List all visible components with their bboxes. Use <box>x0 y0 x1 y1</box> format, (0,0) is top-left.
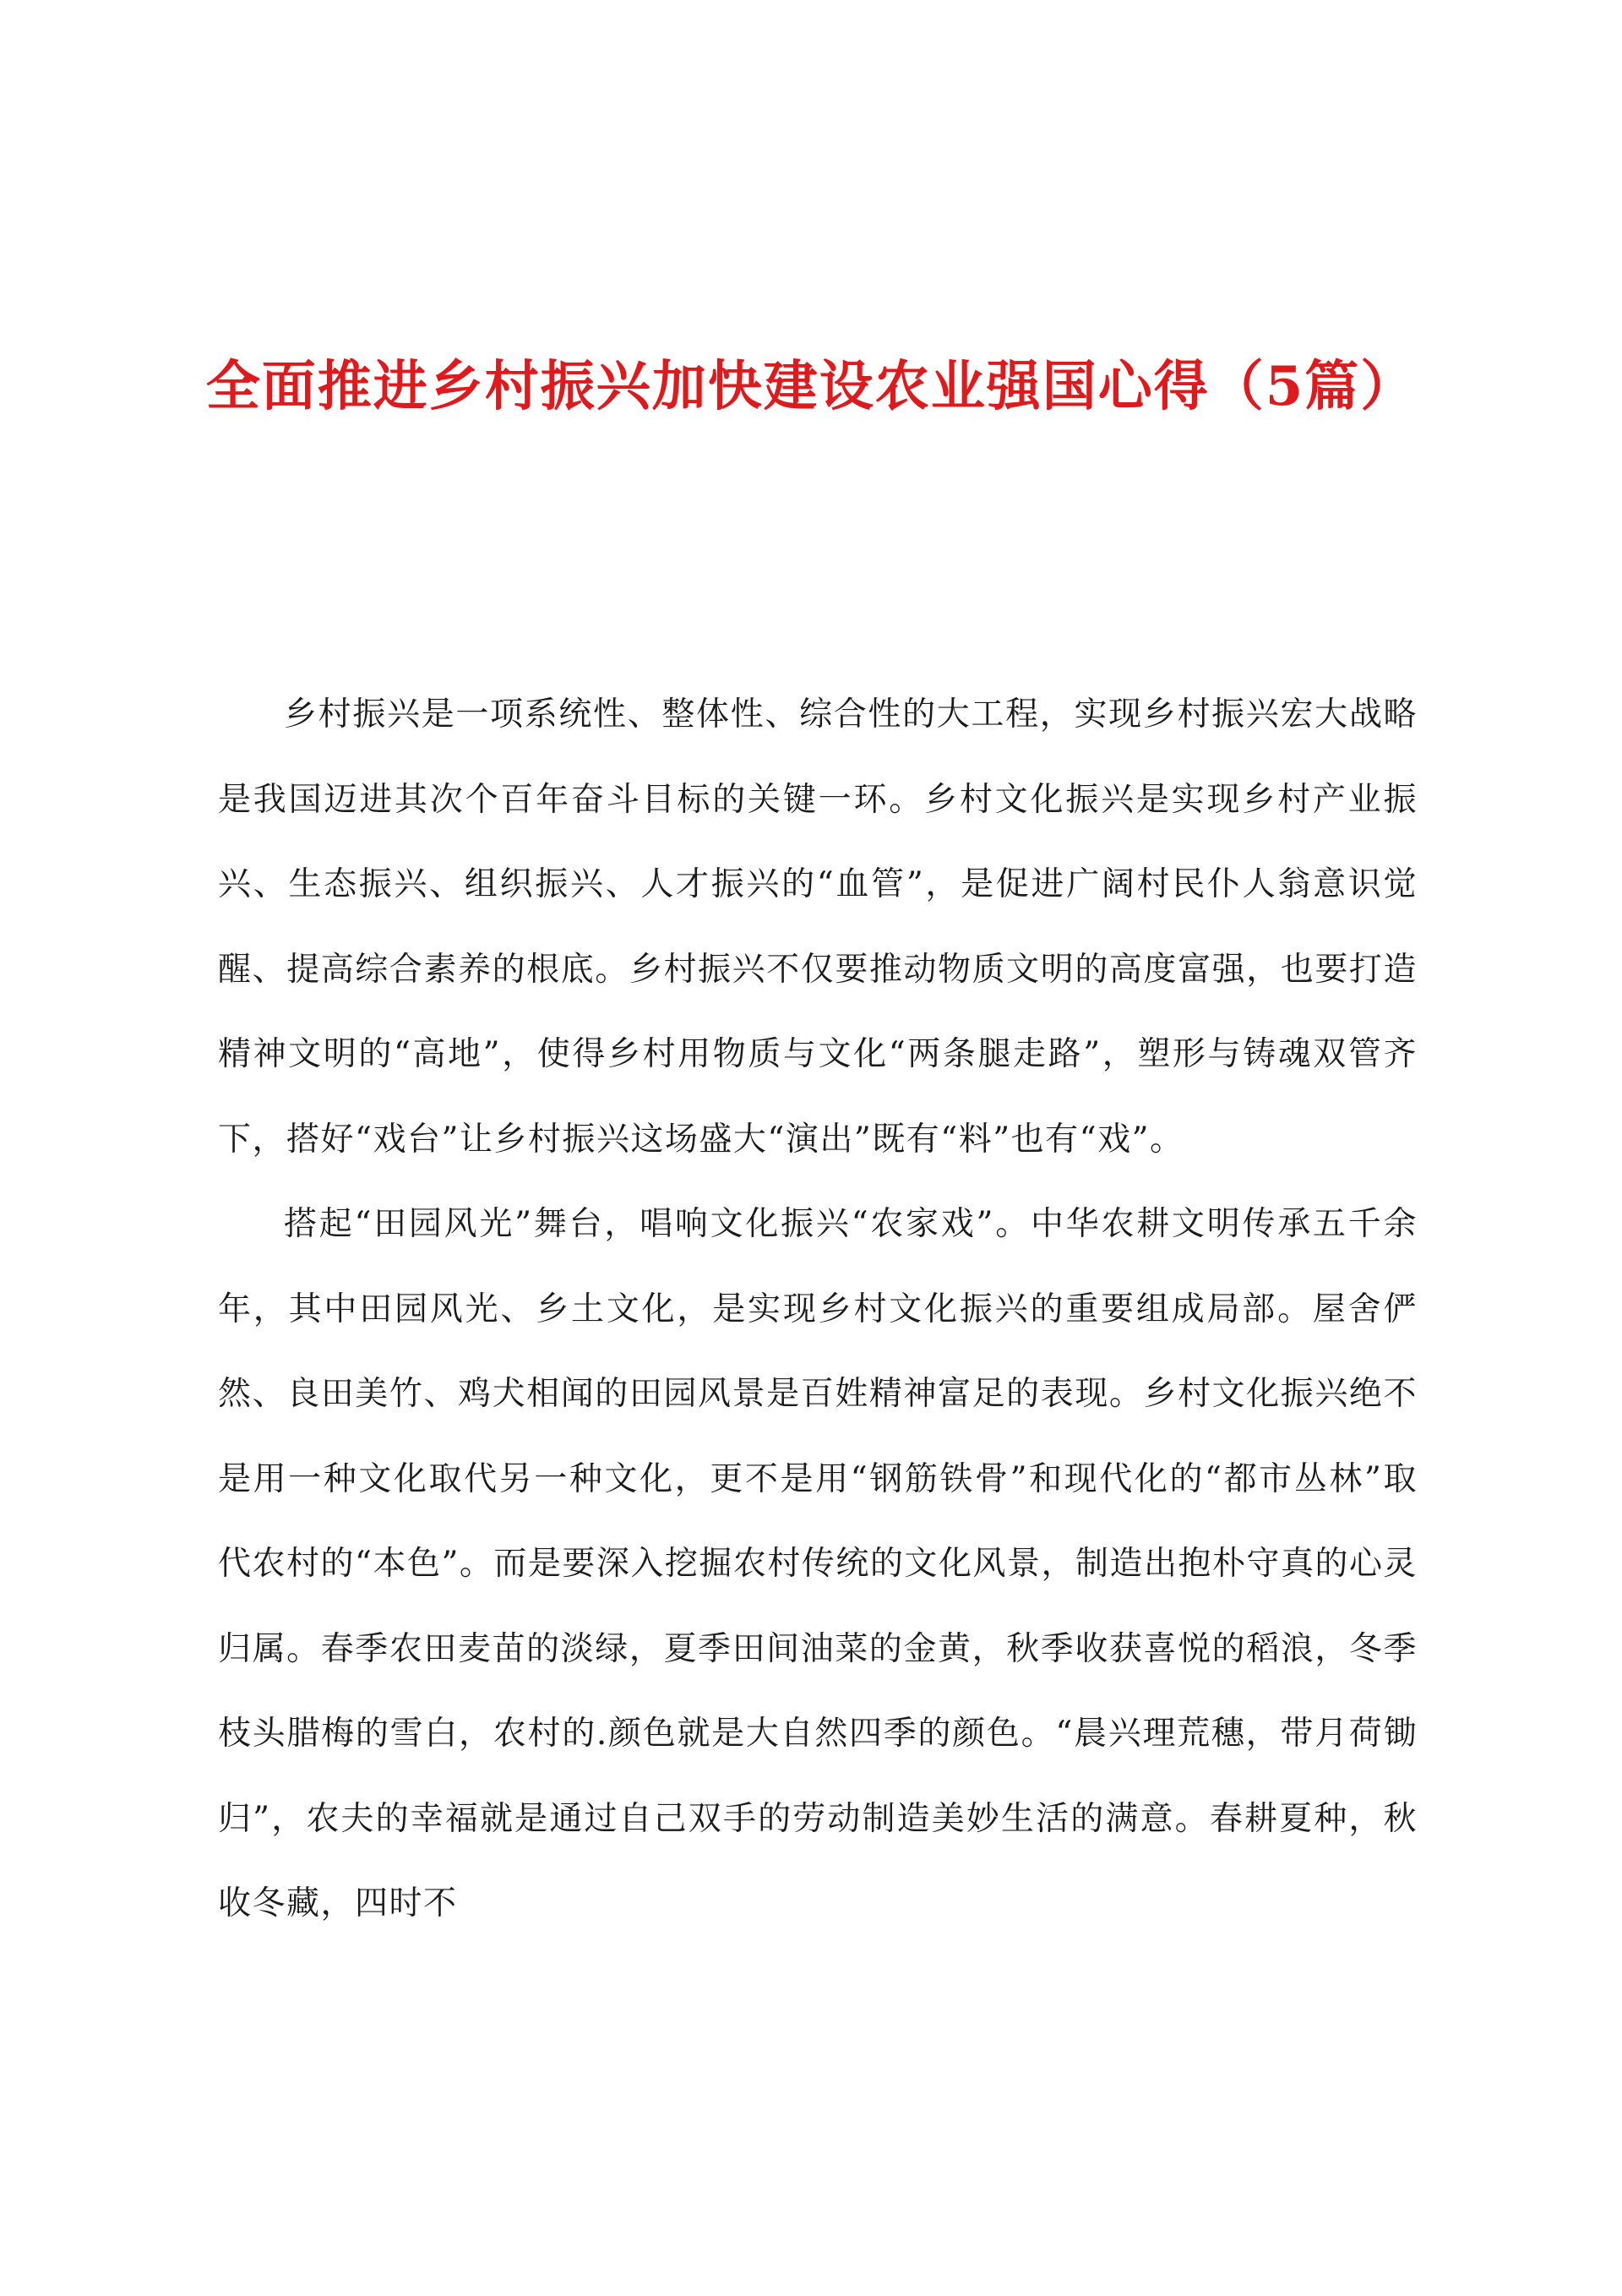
document-title: 全面推进乡村振兴加快建设农业强国心得（5篇） <box>205 355 1417 418</box>
document-body <box>218 673 1418 1947</box>
paragraph: 搭起“田园风光”舞台，唱响文化振兴“农家戏”。中华农耕文明传承五千余年，其中田园风光、乡土文化，是实现乡村文化振兴的重要组成局部。屋舍俨然、良田美竹、鸡犬相闻的田园风景是百姓精神富足的表现。乡村文化振兴绝不是用一种文化取代另一种文化，更不是用“钢筋铁骨”和现代化的“都市丛林”取代农村的“本色”。而是要深入挖掘农村传统的文化风景，制造出抱朴守真的心灵归属。春季农田麦苗的淡绿，夏季田间油菜的金黄，秋季收获喜悦的稻浪，冬季枝头腊梅的雪白，农村的.颜色就是大自然四季的颜色。“晨兴理荒穗，带月荷锄归”，农夫的幸福就是通过自己双手的劳动制造美妙生活的满意。春耕夏种，秋收冬藏，四时不 <box>218 1205 1418 1922</box>
paragraph: 乡村振兴是一项系统性、整体性、综合性的大工程，实现乡村振兴宏大战略是我国迈进其次个百年奋斗目标的关键一环。乡村文化振兴是实现乡村产业振兴、生态振兴、组织振兴、人才振兴的“血管”，是促进广阔村民仆人翁意识觉醒、提高综合素养的根底。乡村振兴不仅要推动物质文明的高度富强，也要打造精神文明的“高地”，使得乡村用物质与文化“两条腿走路”，塑形与铸魂双管齐下，搭好“戏台”让乡村振兴这场盛大“演出”既有“料”也有“戏”。 <box>218 695 1418 1159</box>
